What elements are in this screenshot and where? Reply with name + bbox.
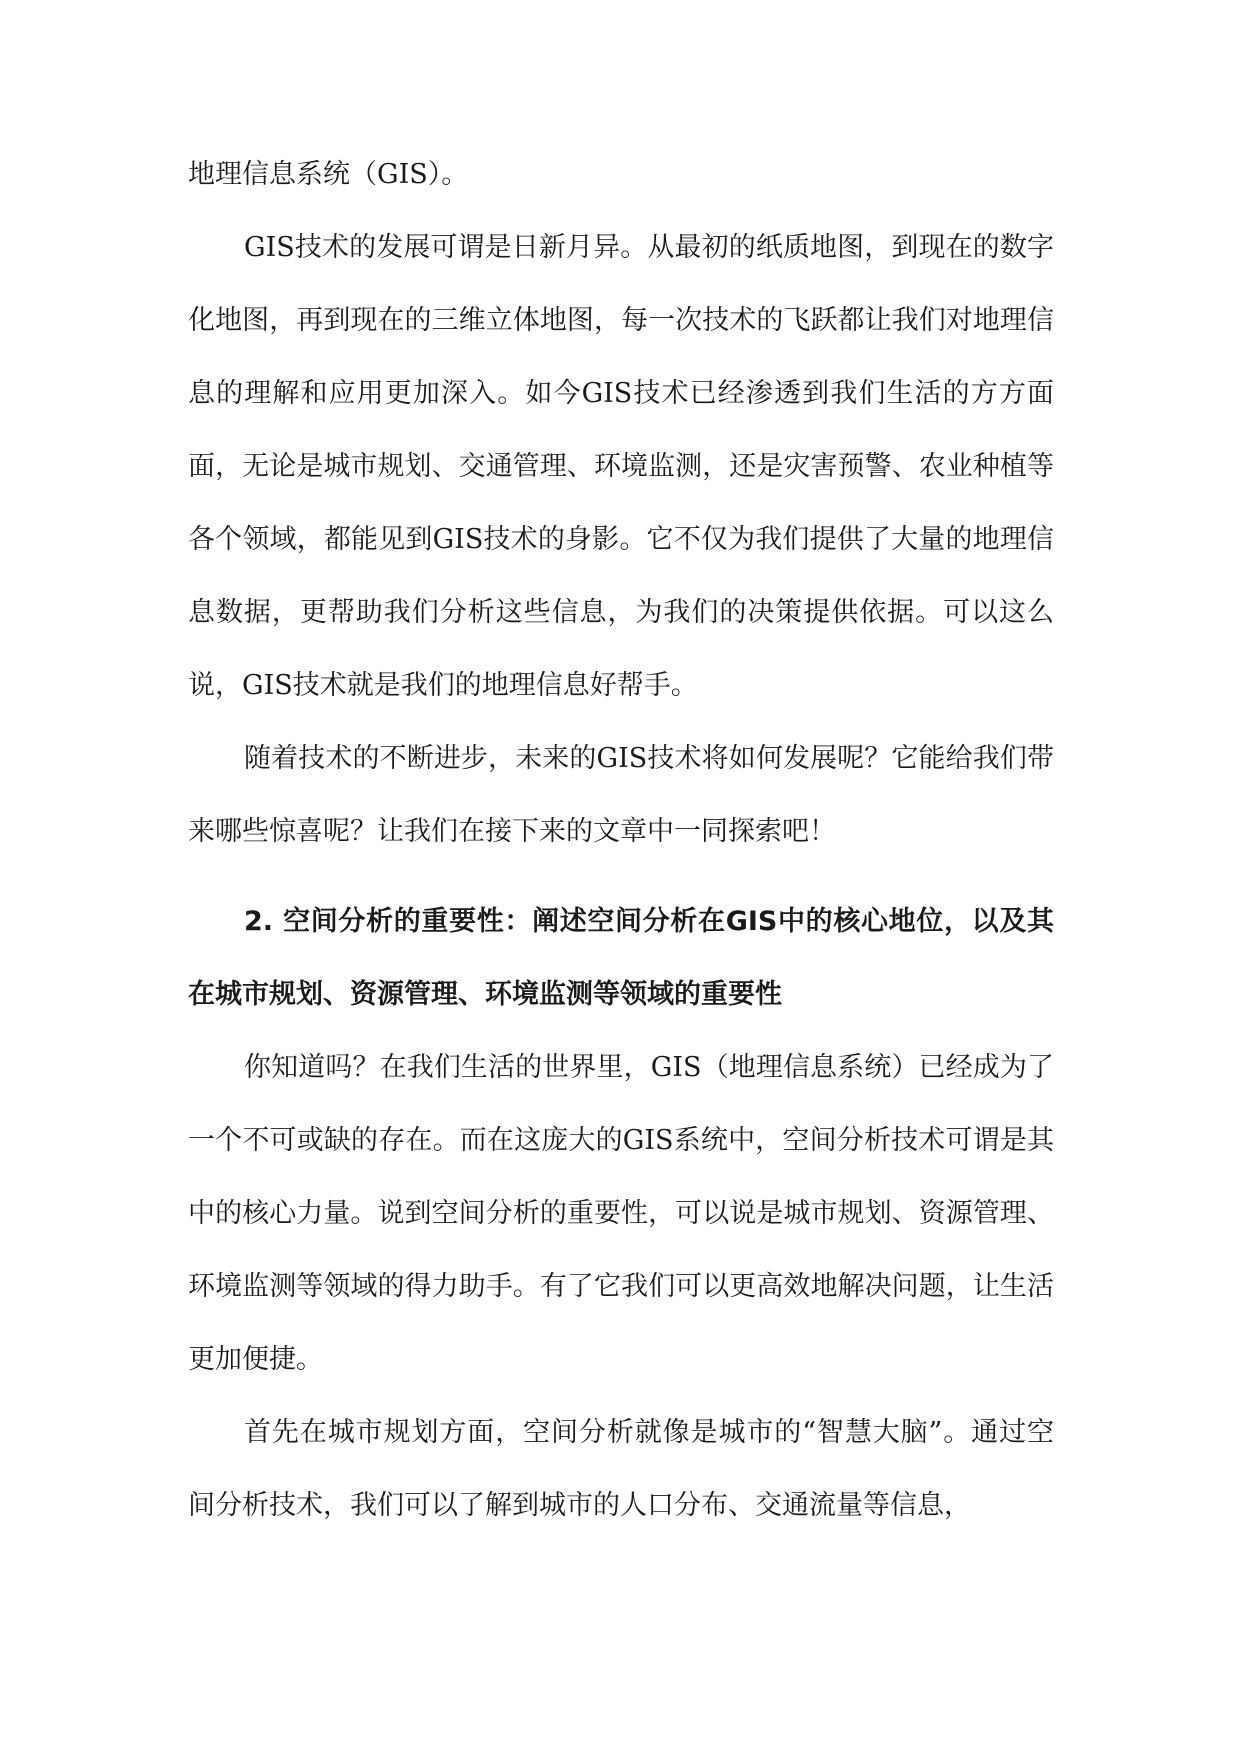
- paragraph: 首先在城市规划方面，空间分析就像是城市的“智慧大脑”。通过空间分析技术，我们可以了解到城市的人口分布、交通流量等信息，: [188, 1417, 1054, 1521]
- document-body: [188, 138, 1054, 1542]
- section-heading: 2. 空间分析的重要性：阐述空间分析在GIS中的核心地位，以及其在城市规划、资源管理、环境监测等领域的重要性: [188, 906, 1054, 1010]
- paragraph: 随着技术的不断进步，未来的GIS技术将如何发展呢？它能给我们带来哪些惊喜呢？让我们在接下来的文章中一同探索吧！: [188, 743, 1054, 847]
- paragraph: 你知道吗？在我们生活的世界里，GIS（地理信息系统）已经成为了一个不可或缺的存在。而在这庞大的GIS系统中，空间分析技术可谓是其中的核心力量。说到空间分析的重要性，可以说是城市规划、资源管理、环境监测等领域的得力助手。有了它我们可以更高效地解决问题，让生活更加便捷。: [188, 1052, 1054, 1375]
- paragraph: GIS技术的发展可谓是日新月异。从最初的纸质地图，到现在的数字化地图，再到现在的三维立体地图，每一次技术的飞跃都让我们对地理信息的理解和应用更加深入。如今GIS技术已经渗透到我们生活的方方面面，无论是城市规划、交通管理、环境监测，还是灾害预警、农业种植等各个领域，都能见到GIS技术的身影。它不仅为我们提供了大量的地理信息数据，更帮助我们分析这些信息，为我们的决策提供依据。可以这么说，GIS技术就是我们的地理信息好帮手。: [188, 232, 1054, 701]
- paragraph: 地理信息系统（GIS）。: [188, 159, 469, 190]
